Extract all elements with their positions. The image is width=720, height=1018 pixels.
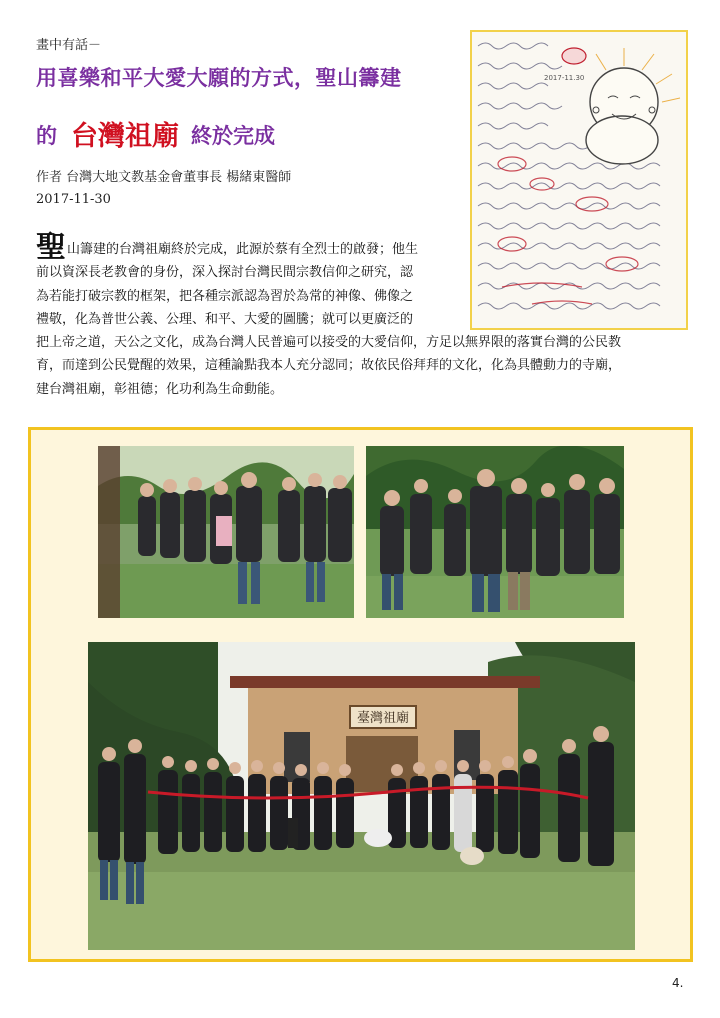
- group-photo-men: [366, 446, 624, 618]
- section-kicker: 畫中有話－: [36, 38, 102, 53]
- group-photo-women: [98, 446, 354, 618]
- temple-sign-text: 臺灣祖廟: [356, 711, 410, 726]
- body-line-5: 把上帝之道，天公之文化，成為台灣人民普遍可以接受的大愛信仰，方足以無界限的落實台灣的公民教: [36, 335, 622, 351]
- article-title-line-2: [36, 114, 275, 153]
- body-line-7: 建台灣祖廟，彰祖德；化功利為生命動能。: [36, 381, 284, 397]
- article-title-line-1: 用喜樂和平大愛大願的方式，聖山籌建: [36, 66, 402, 90]
- body-line-4: 禮敬，化為普世公義、公理、和平、大愛的圖騰；就可以更廣泛的: [36, 311, 414, 327]
- title-suffix: 終於完成: [191, 124, 275, 148]
- author-line: 作者 台灣大地文教基金會董事長 楊緒東醫師: [36, 170, 292, 185]
- article-body: [36, 230, 692, 401]
- publish-date: 2017-11-30: [36, 192, 111, 207]
- photo-collage-frame: [28, 427, 693, 962]
- temple-ceremony-photo: [88, 642, 635, 950]
- title-highlight: 台灣祖廟: [71, 121, 179, 152]
- body-line-6: 育，而達到公民覺醒的效果，這種論點我本人充分認同；故依民俗拜拜的文化，化為具體動力的寺廟，: [36, 358, 622, 374]
- body-line-3: 為若能打破宗教的框架，把各種宗派認為習於為常的神像、佛像之: [36, 288, 414, 304]
- drop-cap: 聖: [36, 230, 66, 265]
- title-prefix: 的: [36, 124, 57, 148]
- sketch-date-note: 2017-11.30: [544, 74, 585, 82]
- body-line-1-text: 山籌建的台灣祖廟終於完成，此源於蔡有全烈士的啟發；他生: [67, 242, 419, 257]
- body-line-1: [36, 230, 692, 265]
- body-line-2: 前以資深長老教會的身份，深入探討台灣民間宗教信仰之研究，認: [36, 265, 414, 281]
- page-number: 4.: [672, 976, 684, 990]
